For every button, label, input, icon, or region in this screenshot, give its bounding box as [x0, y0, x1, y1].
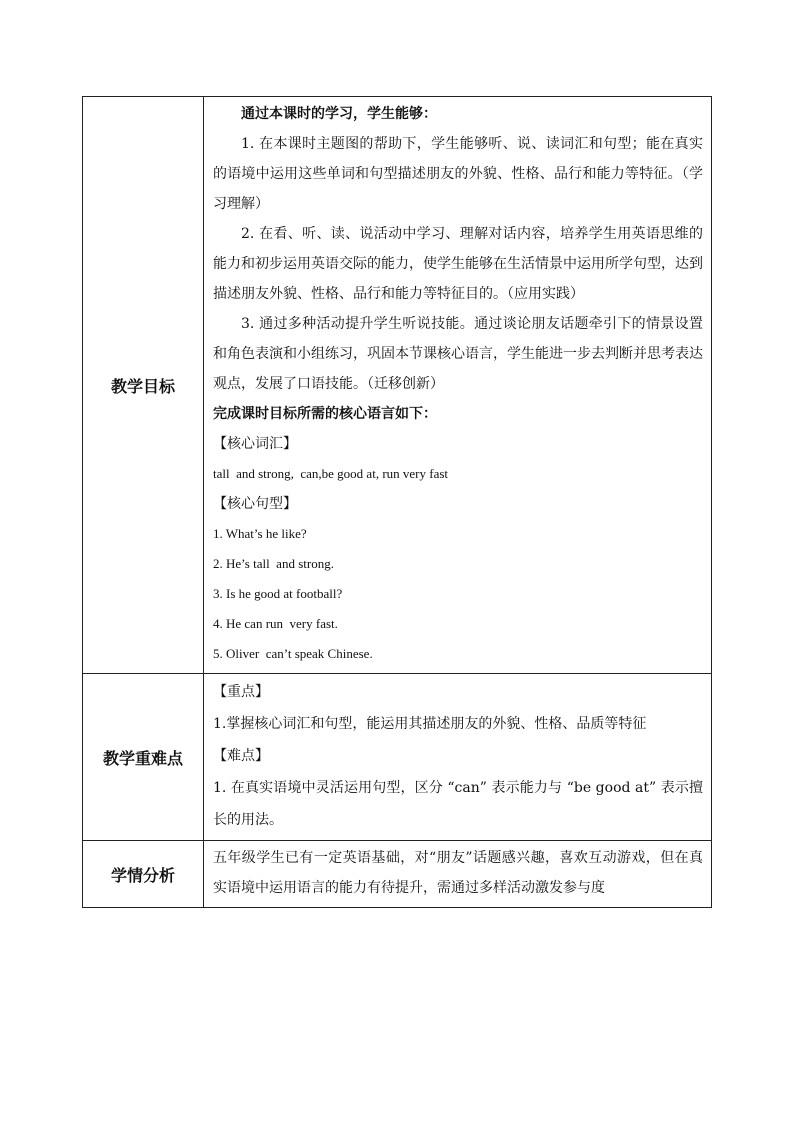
- difficult-heading: 【难点】: [213, 748, 269, 764]
- sentence-heading: 【核心句型】: [213, 496, 297, 512]
- key-points-row: [83, 674, 712, 841]
- analysis-row: [83, 841, 712, 908]
- objectives-label: 教学目标: [83, 97, 204, 674]
- key-points-content: [204, 674, 712, 841]
- objectives-intro: 通过本课时的学习，学生能够：: [241, 106, 437, 122]
- core-sentence-3: 3. Is he good at football?: [213, 586, 343, 601]
- lesson-plan-table: [82, 96, 712, 908]
- core-sentence-5: 5. Oliver can’t speak Chinese.: [213, 646, 373, 661]
- objectives-row: [83, 97, 712, 674]
- analysis-text: 五年级学生已有一定英语基础，对“朋友”话题感兴趣，喜欢互动游戏，但在真实语境中运用语言的能力有待提升，需通过多样活动激发参与度: [213, 850, 703, 896]
- objective-item-3: 3. 通过多种活动提升学生听说技能。通过谈论朋友话题牵引下的情景设置和角色表演和小组练习，巩固本节课核心语言，学生能进一步去判断并思考表达观点，发展了口语技能。（迁移创新）: [213, 316, 703, 392]
- vocab-heading: 【核心词汇】: [213, 436, 297, 452]
- objective-item-1: 1. 在本课时主题图的帮助下，学生能够听、说、读词汇和句型；能在真实的语境中运用这些单词和句型描述朋友的外貌、性格、品行和能力等特征。（学习理解）: [213, 136, 703, 212]
- core-sentence-2: 2. He’s tall and strong.: [213, 556, 334, 571]
- objectives-content: [204, 97, 712, 674]
- analysis-content: [204, 841, 712, 908]
- objective-item-2: 2. 在看、听、读、说活动中学习、理解对话内容，培养学生用英语思维的能力和初步运用英语交际的能力，使学生能够在生活情景中运用所学句型，达到描述朋友外貌、性格、品行和能力等特征目的。（应用实践）: [213, 226, 703, 302]
- core-sentence-1: 1. What’s he like?: [213, 526, 307, 541]
- key-heading: 【重点】: [213, 684, 269, 700]
- core-language-heading: 完成课时目标所需的核心语言如下：: [213, 406, 437, 422]
- core-sentence-4: 4. He can run very fast.: [213, 616, 338, 631]
- difficult-text: 1. 在真实语境中灵活运用句型，区分 “can” 表示能力与 “be good at” 表示擅长的用法。: [213, 780, 703, 828]
- analysis-label: 学情分析: [83, 841, 204, 908]
- key-text: 1.掌握核心词汇和句型，能运用其描述朋友的外貌、性格、品质等特征: [213, 716, 647, 732]
- core-vocab: tall and strong, can,be good at, run very fast: [213, 466, 449, 481]
- key-points-label: 教学重难点: [83, 674, 204, 841]
